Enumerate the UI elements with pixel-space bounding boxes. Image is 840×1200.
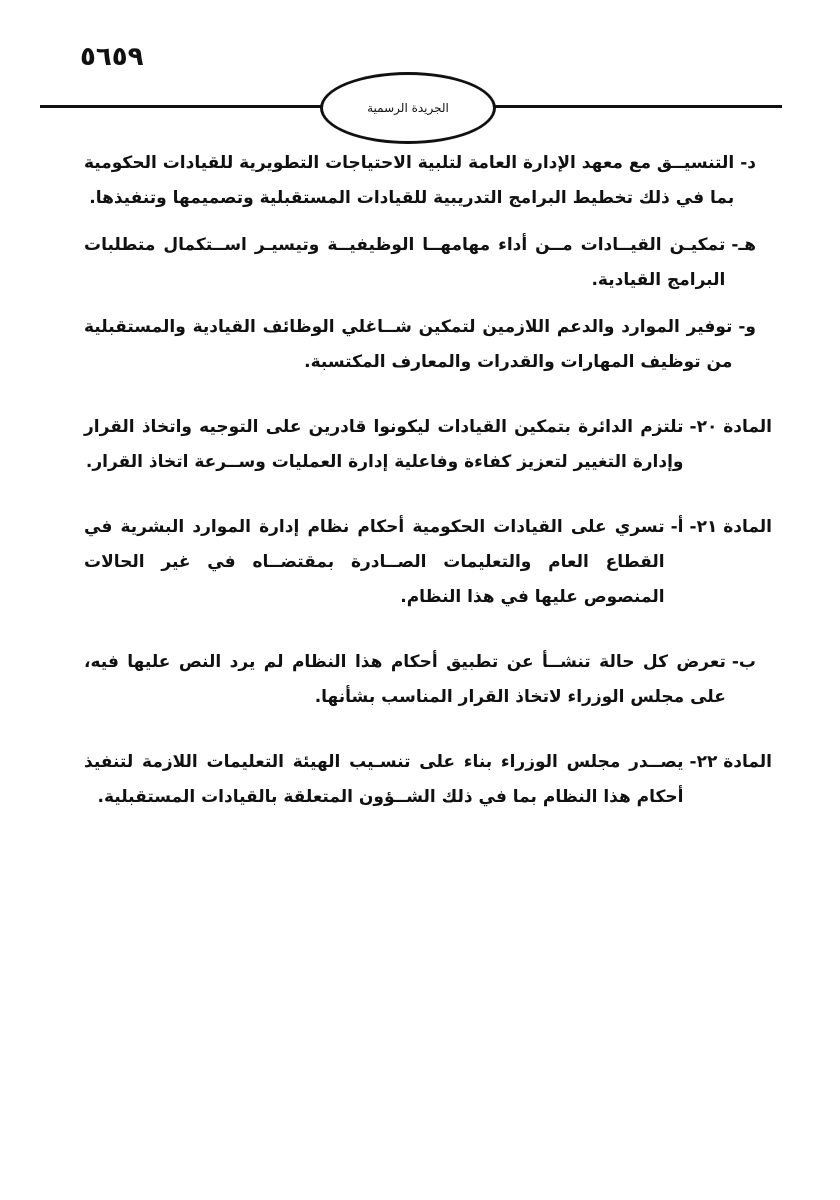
clause-w xyxy=(84,310,756,380)
article-text: تسري على القيادات الحكومية أحكام نظام إدارة الموارد البشرية في القطاع العام والتعليمات الصــادرة بمقتضــاه في غير الحالات المنصوص عليها في هذا النظام. xyxy=(84,517,665,607)
gazette-title: الجريدة الرسمية xyxy=(367,101,449,115)
article-21 xyxy=(84,510,772,615)
clause-text: تعرض كل حالة تنشــأ عن تطبيق أحكام هذا النظام لم يرد النص عليها فيه، على مجلس الوزراء لاتخاذ القرار المناسب بشأنها. xyxy=(84,652,726,707)
article-text: يصــدر مجلس الوزراء بناء على تنسـيب الهيئة التعليمات اللازمة لتنفيذ أحكام هذا النظام بما في ذلك الشــؤون المتعلقة بالقيادات المستقبلية. xyxy=(84,752,684,807)
clause-marker: و- xyxy=(738,317,756,337)
document-body xyxy=(84,146,772,815)
clause-text: التنسيــق مع معهد الإدارة العامة لتلبية الاحتياجات التطويرية للقيادات الحكومية بما في ذلك تخطيط البرامج التدريبية للقيادات المستقبلية وتصميمها وتنفيذها. xyxy=(84,153,735,208)
clause-marker: د- xyxy=(740,153,756,173)
clause-marker: أ- xyxy=(670,517,684,537)
clause-marker: ب- xyxy=(731,652,756,672)
gazette-title-oval xyxy=(320,72,496,144)
article-text: تلتزم الدائرة بتمكين القيادات ليكونوا قادرين على التوجيه واتخاذ القرار وإدارة التغيير لتعزيز كفاءة وفاعلية إدارة العمليات وســرعة اتخاذ القرار. xyxy=(84,417,684,472)
article-22 xyxy=(84,745,772,815)
clause-marker: هـ- xyxy=(731,235,756,255)
article-label: المادة ٢٢- xyxy=(689,752,772,772)
clause-d xyxy=(84,146,756,216)
page-number: ٥٦٥٩ xyxy=(80,42,144,72)
article-20 xyxy=(84,410,772,480)
article-label: المادة ٢٠- xyxy=(689,417,772,437)
clause-text: توفير الموارد والدعم اللازمين لتمكين شــاغلي الوظائف القيادية والمستقبلية من توظيف المهارات والقدرات والمعارف المكتسبة. xyxy=(84,317,733,372)
article-21-b xyxy=(84,645,756,715)
article-label: المادة ٢١- xyxy=(689,517,772,537)
clause-text: تمكيـن القيــادات مــن أداء مهامهــا الوظيفيــة وتيسيـر اســتكمال متطلبات البرامج القيادية. xyxy=(84,235,726,290)
clause-h xyxy=(84,228,756,298)
